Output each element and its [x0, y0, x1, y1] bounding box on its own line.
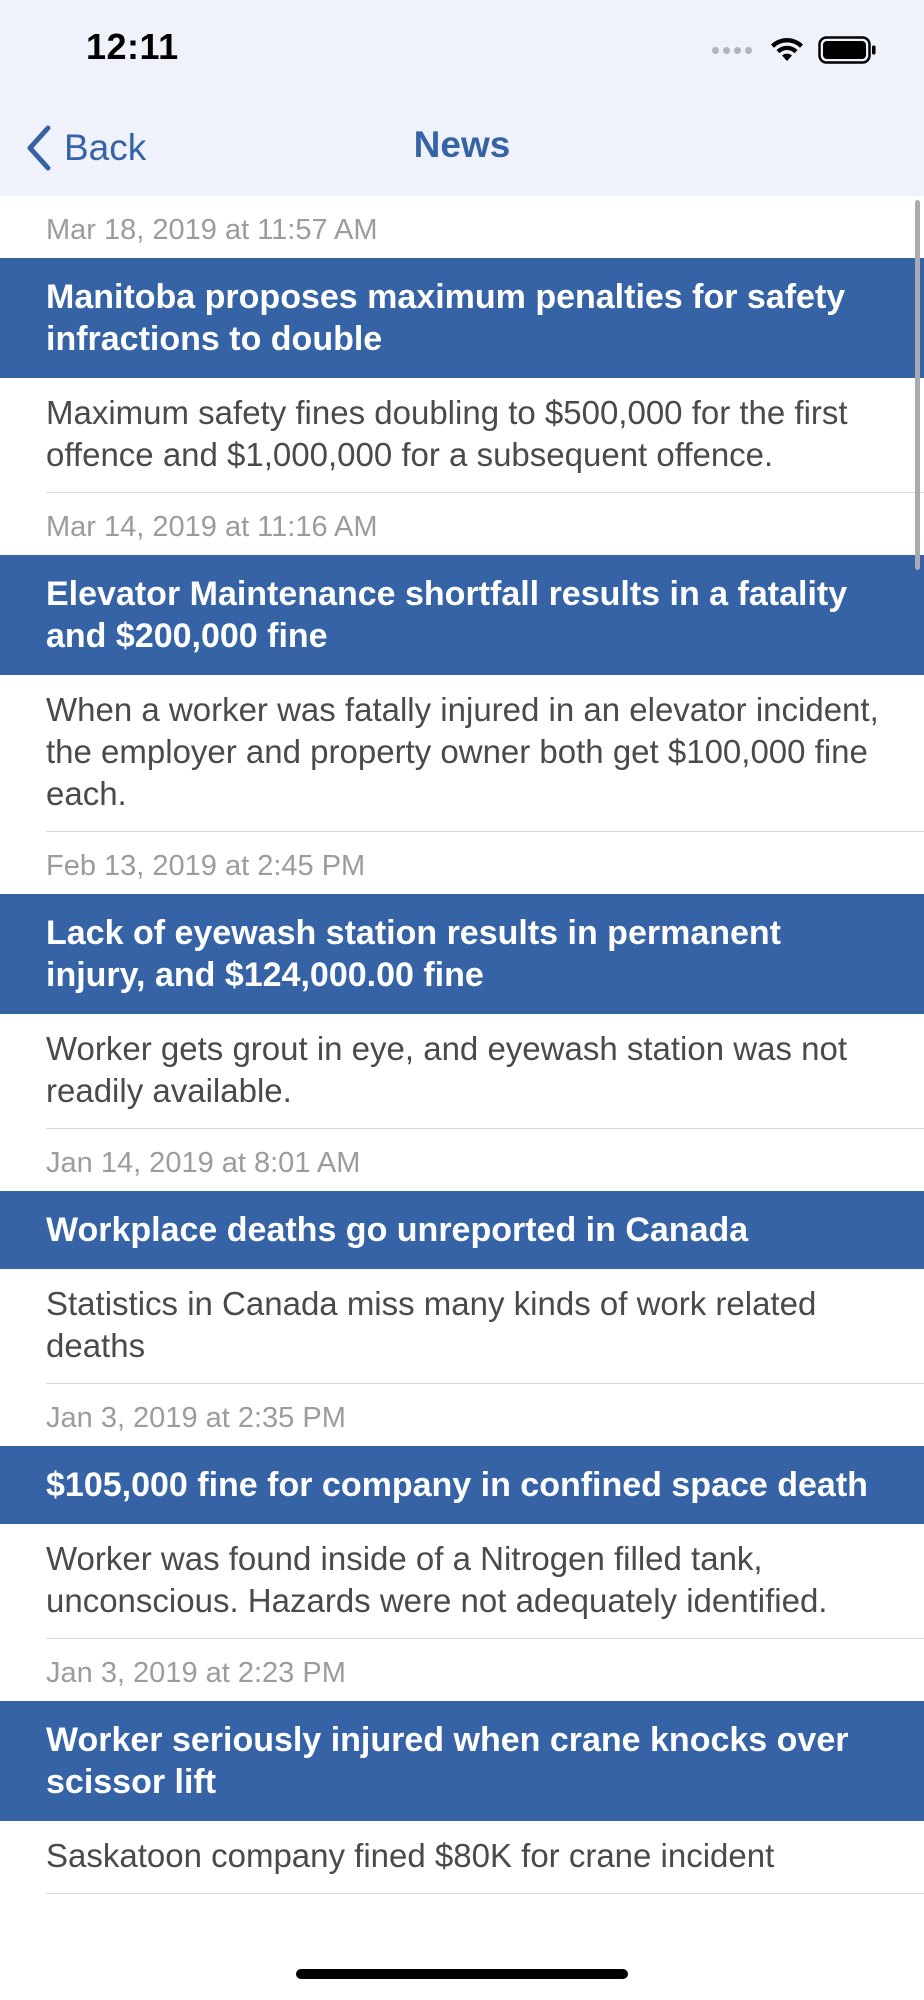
page-title: News [413, 124, 511, 165]
news-headline[interactable]: Workplace deaths go unreported in Canada [0, 1191, 924, 1269]
news-item[interactable] [0, 832, 924, 1129]
news-date: Jan 3, 2019 at 2:35 PM [46, 1402, 346, 1434]
news-date: Mar 14, 2019 at 11:16 AM [46, 511, 378, 543]
news-headline[interactable]: Manitoba proposes maximum penalties for safety infractions to double [0, 258, 924, 378]
news-item[interactable] [0, 493, 924, 832]
news-date: Mar 18, 2019 at 11:57 AM [46, 214, 378, 246]
cellular-signal-icon [712, 47, 752, 54]
news-date: Jan 14, 2019 at 8:01 AM [46, 1147, 361, 1179]
news-summary[interactable]: Worker gets grout in eye, and eyewash station was not readily available. [46, 1030, 847, 1109]
back-label: Back [64, 127, 147, 168]
news-item[interactable] [0, 1639, 924, 1894]
battery-icon [818, 36, 876, 64]
news-item[interactable] [0, 196, 924, 493]
status-icons [712, 34, 876, 66]
news-date: Jan 3, 2019 at 2:23 PM [46, 1657, 346, 1689]
home-indicator[interactable] [296, 1969, 628, 1979]
news-list[interactable] [0, 196, 924, 2000]
status-time: 12:11 [86, 26, 179, 67]
status-bar [0, 0, 924, 100]
news-summary[interactable]: Saskatoon company fined $80K for crane incident [46, 1837, 775, 1874]
news-summary[interactable]: Maximum safety fines doubling to $500,000 for the first offence and $1,000,000 for a subsequent offence. [46, 394, 848, 473]
news-headline[interactable]: Elevator Maintenance shortfall results in a fatality and $200,000 fine [0, 555, 924, 675]
news-item[interactable] [0, 1384, 924, 1639]
news-headline[interactable]: Lack of eyewash station results in permanent injury, and $124,000.00 fine [0, 894, 924, 1014]
news-date: Feb 13, 2019 at 2:45 PM [46, 850, 366, 882]
news-summary[interactable]: Worker was found inside of a Nitrogen filled tank, unconscious. Hazards were not adequately identified. [46, 1540, 828, 1619]
row-separator [46, 1893, 924, 1894]
news-headline[interactable]: $105,000 fine for company in confined space death [0, 1446, 924, 1524]
wifi-icon [770, 37, 804, 63]
navigation-bar [0, 100, 924, 196]
news-summary[interactable]: When a worker was fatally injured in an elevator incident, the employer and property owner both get $100,000 fine each. [46, 691, 879, 812]
news-summary[interactable]: Statistics in Canada miss many kinds of work related deaths [46, 1285, 817, 1364]
news-headline[interactable]: Worker seriously injured when crane knocks over scissor lift [0, 1701, 924, 1821]
news-item[interactable] [0, 1129, 924, 1384]
scroll-indicator[interactable] [915, 200, 920, 570]
